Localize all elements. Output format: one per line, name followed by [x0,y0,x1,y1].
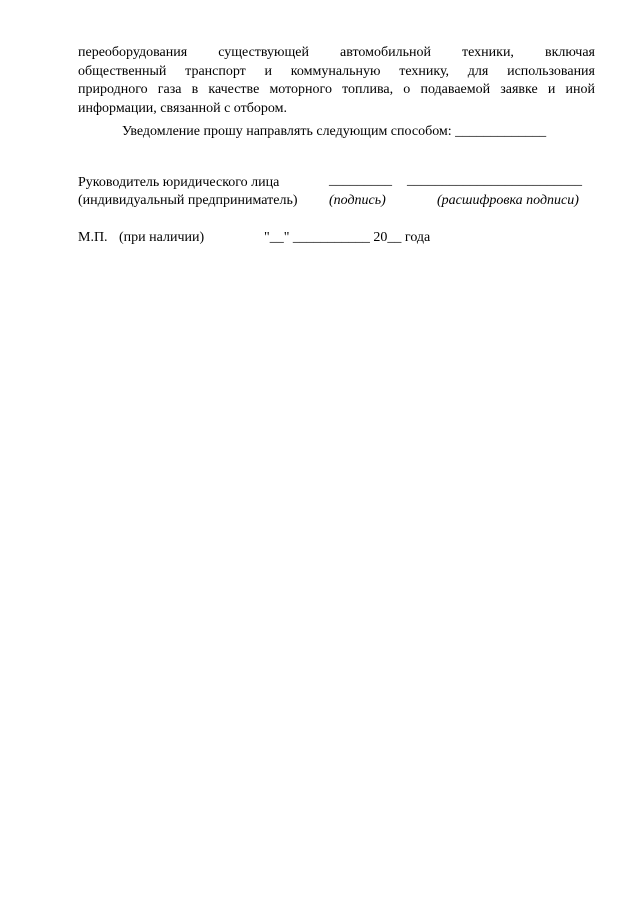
paragraph-line: переоборудования существующей автомобильной техники, включая [78,45,595,60]
head-label-line1: Руководитель юридического лица [78,175,280,190]
signature-caption: (подпись) [329,193,386,208]
signature-blank: _________ [329,173,392,188]
stamp-if-present: (при наличии) [119,230,205,245]
paragraph-line: природного газа в качестве моторного топлива, о подаваемой заявке и иной [78,82,595,98]
paragraph-line: общественный транспорт и коммунальную технику, для использования [78,63,595,79]
decryption-caption: (расшифровка подписи) [437,193,579,208]
stamp-mp: М.П. [78,230,108,245]
date-line: "__" ___________ 20__ года [264,230,431,245]
notification-method-line: Уведомление прошу направлять следующим способом: _____________ [122,124,547,139]
head-label-line2: (индивидуальный предприниматель) [78,193,298,208]
body-paragraph [78,44,595,119]
paragraph-line: информации, связанной с отбором. [78,101,287,117]
decryption-blank: _________________________ [407,173,582,188]
